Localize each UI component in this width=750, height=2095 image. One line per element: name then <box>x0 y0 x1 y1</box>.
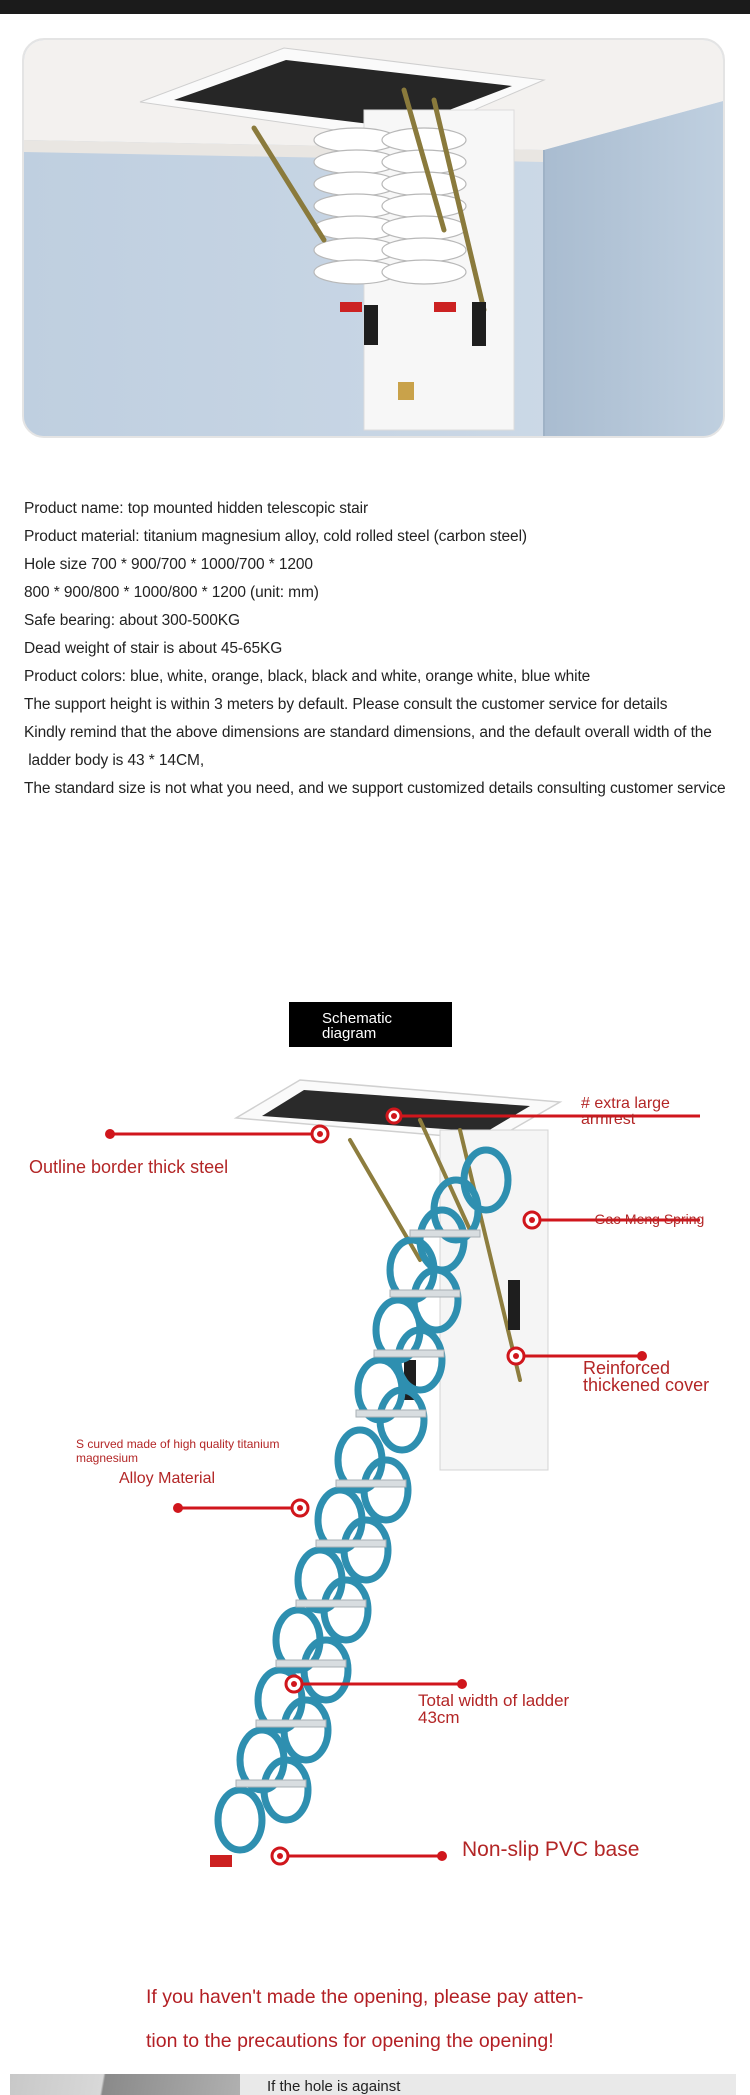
notice-line-2: tion to the precautions for opening the opening! <box>146 2030 554 2052</box>
schematic-diagram <box>0 1060 750 1890</box>
label-armrest-line-2: armrest <box>581 1111 636 1128</box>
label-alloy-material: Alloy Material <box>119 1470 216 1487</box>
label-cover-line-1: Reinforced <box>583 1358 671 1378</box>
label-pvc-base: Non-slip PVC base <box>462 1838 640 1861</box>
spec-hole-size: Hole size 700 * 900/700 * 1000/700 * 1200 <box>24 556 313 573</box>
ladder-rings <box>218 1150 508 1850</box>
spec-hole-size-2: 800 * 900/800 * 1000/800 * 1200 (unit: mm) <box>24 584 319 601</box>
spec-weight: Dead weight of stair is about 45-65KG <box>24 640 283 657</box>
label-armrest-line-1: # extra large <box>581 1095 670 1112</box>
schematic-line-2: diagram <box>322 1025 377 1042</box>
bottom-text: If the hole is against <box>267 2078 401 2095</box>
pvc-base <box>210 1855 232 1867</box>
schematic-diagram-label <box>289 1002 452 1047</box>
label-cover <box>583 1360 709 1394</box>
spec-support-height: The support height is within 3 meters by default. Please consult the customer service for details <box>24 696 668 713</box>
spec-colors: Product colors: blue, white, orange, black, black and white, orange white, blue white <box>24 668 591 685</box>
label-spring: - Gao Meng Spring <box>586 1211 705 1227</box>
product-photo <box>22 38 725 438</box>
top-bar <box>0 0 750 14</box>
opening-notice <box>146 1975 666 2063</box>
label-total-width-line-1: Total width of ladder <box>418 1691 570 1710</box>
spec-remind-2: ladder body is 43 * 14CM, <box>24 752 205 769</box>
label-total-width <box>418 1692 569 1726</box>
ladder-ceiling-photo <box>24 40 725 438</box>
label-armrest <box>581 1096 670 1128</box>
label-outline-border: Outline border thick steel <box>29 1157 229 1177</box>
label-s-curved-line-1: S curved made of high quality titanium <box>76 1437 280 1451</box>
label-cover-line-2: thickened cover <box>583 1375 710 1395</box>
label-s-curved-line-2: magnesium <box>76 1451 139 1465</box>
spec-remind: Kindly remind that the above dimensions are standard dimensions, and the default overall width of the <box>24 724 712 741</box>
spec-product-name: Product name: top mounted hidden telescopic stair <box>24 500 369 517</box>
label-s-curved <box>76 1437 279 1465</box>
schematic-line-1: Schematic <box>322 1010 393 1027</box>
spec-material: Product material: titanium magnesium alloy, cold rolled steel (carbon steel) <box>24 528 527 545</box>
label-total-width-line-2: 43cm <box>418 1708 460 1727</box>
spec-custom: The standard size is not what you need, and we support customized details consulting customer service <box>24 780 726 797</box>
notice-line-1: If you haven't made the opening, please pay atten- <box>146 1986 584 2008</box>
ladder-schematic <box>0 1060 750 1890</box>
spec-bearing: Safe bearing: about 300-500KG <box>24 612 240 629</box>
bottom-thumbnail <box>10 2074 240 2095</box>
bottom-section <box>10 2074 736 2095</box>
product-specs <box>24 495 736 803</box>
